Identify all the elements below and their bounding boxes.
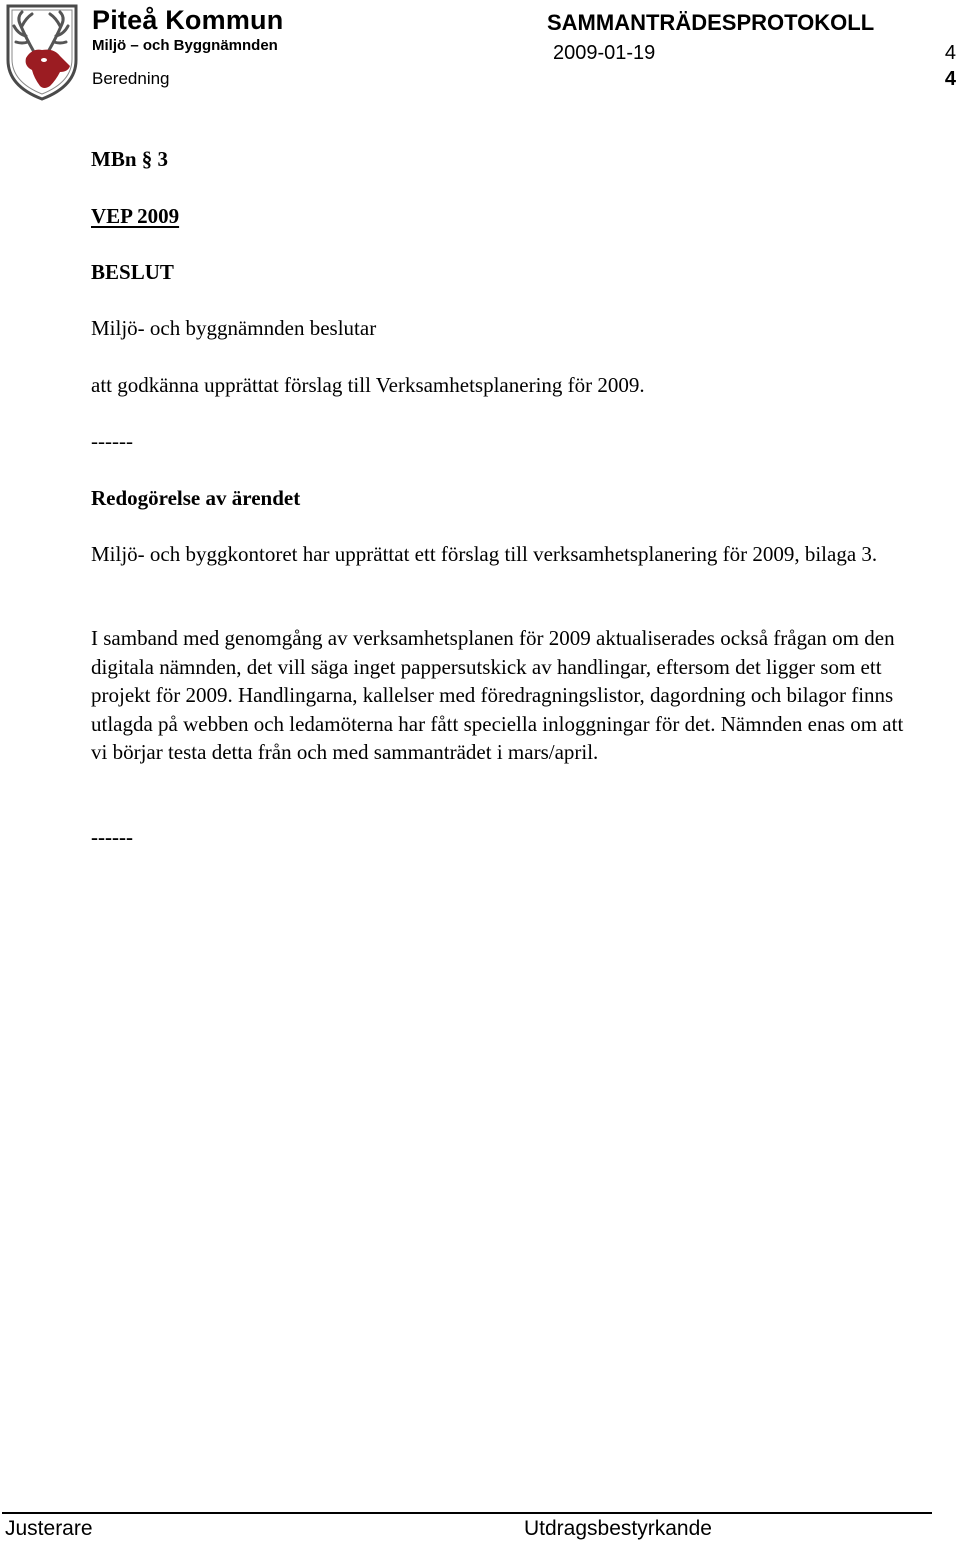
- coat-of-arms-logo: [4, 2, 82, 102]
- item-title: VEP 2009: [91, 204, 180, 228]
- separator: ------: [91, 429, 133, 453]
- footer-justerare: Justerare: [5, 1517, 93, 1540]
- page-number: 4: [944, 42, 956, 64]
- report-paragraph: Miljö- och byggkontoret har upprättat ett förslag till verksamhetsplanering för 2009, bilaga 3.: [91, 542, 878, 566]
- report-heading: Redogörelse av ärendet: [91, 486, 301, 510]
- page-number-secondary: 4: [944, 68, 956, 90]
- footer-divider: [2, 1512, 932, 1514]
- footer-utdragsbestyrkande: Utdragsbestyrkande: [524, 1517, 712, 1540]
- organization-unit: Miljö – och Byggnämnden: [92, 37, 278, 54]
- decision-text: att godkänna upprättat förslag till Verksamhetsplanering för 2009.: [91, 373, 645, 397]
- decision-intro: Miljö- och byggnämnden beslutar: [91, 316, 377, 340]
- decision-heading: BESLUT: [91, 260, 174, 284]
- separator: ------: [91, 825, 133, 849]
- report-paragraph: I samband med genomgång av verksamhetsplanen för 2009 aktualiserades också frågan om den digitala nämnden, det vill säga inget pappersutskick av handlingar, eftersom det ligger som ett projekt för 2009. Handlingarna, kallelser med föredragningslistor, dagordning och bilagor finns utlagda på webben och ledamöterna har fått speciella inloggningar för det. Nämnden enas om att vi börjar testa detta från och med sammanträdet i mars/april.: [91, 626, 904, 764]
- organization-name: Piteå Kommun: [92, 5, 284, 35]
- section-label: Beredning: [92, 69, 170, 88]
- paragraph-reference: MBn § 3: [91, 147, 169, 171]
- reindeer-coat-of-arms-icon: [4, 2, 82, 102]
- meeting-date: 2009-01-19: [553, 42, 656, 64]
- document-type: SAMMANTRÄDESPROTOKOLL: [547, 10, 875, 35]
